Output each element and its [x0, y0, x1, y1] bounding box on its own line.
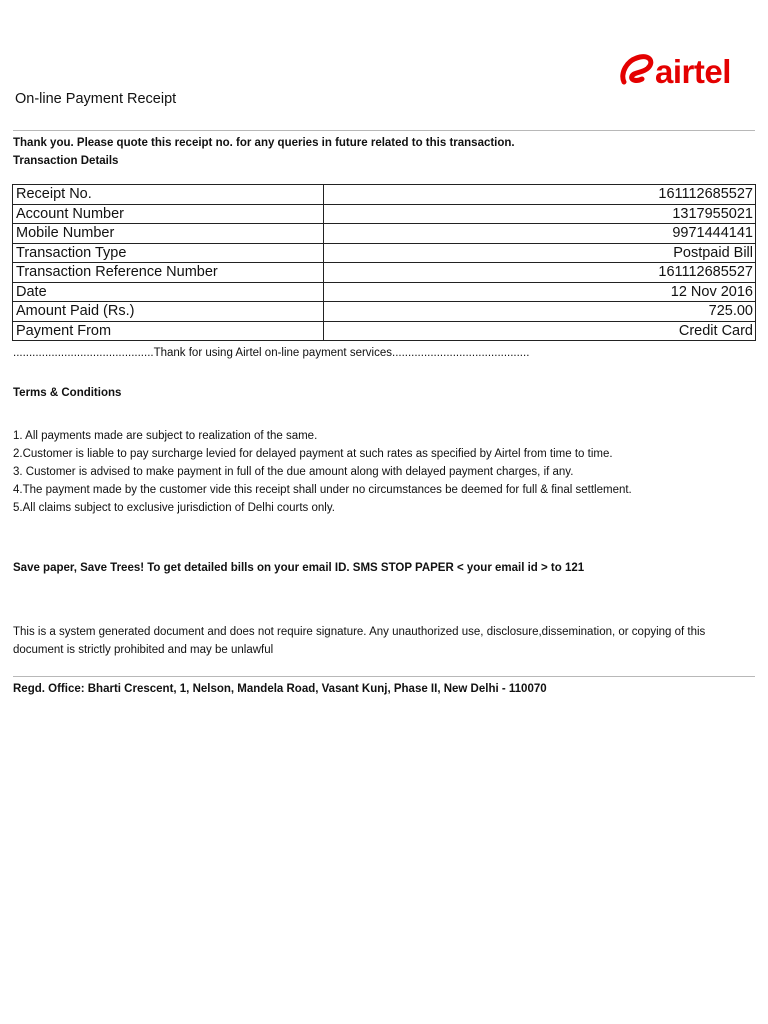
transaction-details-table: [12, 184, 756, 341]
list-item: 3. Customer is advised to make payment in full of the due amount along with delayed payment charges, if any.: [13, 466, 574, 478]
thank-you-note: Thank you. Please quote this receipt no. for any queries in future related to this transaction.: [13, 137, 515, 149]
header-divider: [13, 130, 755, 131]
row-value: Postpaid Bill: [324, 243, 756, 263]
row-label: Transaction Reference Number: [13, 263, 324, 283]
list-item: 2.Customer is liable to pay surcharge levied for delayed payment at such rates as specified by Airtel from time to time.: [13, 448, 613, 460]
row-label: Receipt No.: [13, 185, 324, 205]
table-row: [13, 224, 756, 244]
page-title: On-line Payment Receipt: [15, 91, 177, 107]
disclaimer-text: This is a system generated document and does not require signature. Any unauthorized use, disclosure,dissemination, or copying of this document is strictly prohibited and may be unlawful: [13, 626, 706, 656]
footer-divider: [13, 676, 755, 677]
row-value: 725.00: [324, 302, 756, 322]
row-label: Amount Paid (Rs.): [13, 302, 324, 322]
table-row: [13, 243, 756, 263]
table-row: [13, 263, 756, 283]
row-value: 1317955021: [324, 204, 756, 224]
table-row: [13, 302, 756, 322]
row-value: 12 Nov 2016: [324, 282, 756, 302]
save-paper-note: Save paper, Save Trees! To get detailed bills on your email ID. SMS STOP PAPER < your email id > to 121: [13, 562, 585, 574]
row-label: Payment From: [13, 321, 324, 341]
airtel-swirl-icon: [618, 52, 658, 92]
table-row: [13, 282, 756, 302]
airtel-logo-text: airtel: [655, 53, 731, 90]
table-row: [13, 204, 756, 224]
table-row: [13, 185, 756, 205]
transaction-details-label: Transaction Details: [13, 155, 119, 167]
row-value: 161112685527: [324, 185, 756, 205]
registered-office: Regd. Office: Bharti Crescent, 1, Nelson, Mandela Road, Vasant Kunj, Phase II, New Delhi - 110070: [13, 683, 547, 695]
terms-heading: Terms & Conditions: [13, 387, 122, 399]
row-value: Credit Card: [324, 321, 756, 341]
row-value: 161112685527: [324, 263, 756, 283]
list-item: 4.The payment made by the customer vide this receipt shall under no circumstances be deemed for full & final settlement.: [13, 484, 632, 496]
thanks-message: ............................................Thank for using Airtel on-line payment services...........................................: [13, 347, 530, 359]
row-label: Account Number: [13, 204, 324, 224]
airtel-logo: [618, 52, 758, 92]
row-label: Date: [13, 282, 324, 302]
row-label: Mobile Number: [13, 224, 324, 244]
row-value: 9971444141: [324, 224, 756, 244]
row-label: Transaction Type: [13, 243, 324, 263]
table-row: [13, 321, 756, 341]
list-item: 5.All claims subject to exclusive jurisdiction of Delhi courts only.: [13, 502, 335, 514]
terms-list: [13, 427, 632, 517]
list-item: 1. All payments made are subject to realization of the same.: [13, 430, 318, 442]
